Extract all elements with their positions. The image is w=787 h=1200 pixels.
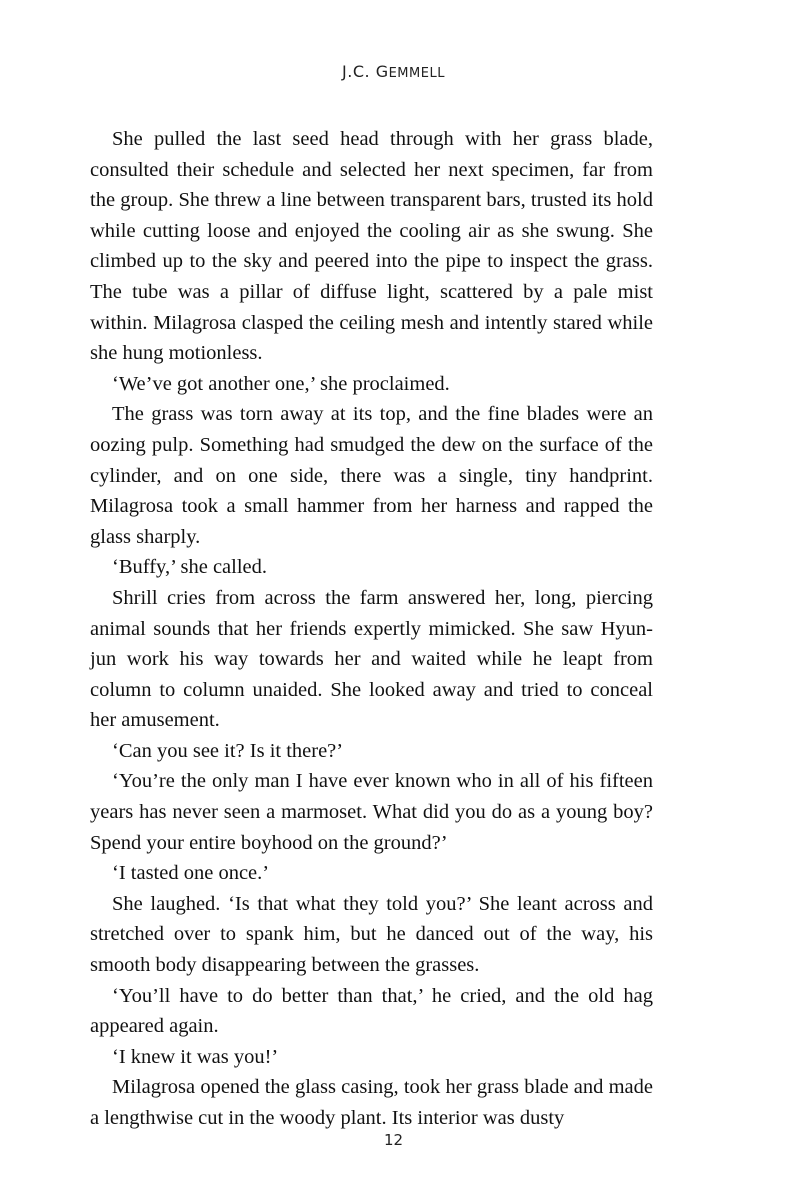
paragraph: ‘Can you see it? Is it there?’ [112,739,344,762]
body-text [90,124,653,1134]
author-surname-smallcaps: EMMELL [388,66,445,81]
page-number: 12 [383,1131,404,1149]
paragraph: Milagrosa opened the glass casing, took her grass blade and made a lengthwise cut in the woody plant. Its interior was dusty [90,1076,653,1129]
paragraph: She pulled the last seed head through with her grass blade, consulted their schedule and selected her next specimen, far from the group. She threw a line between transparent bars, trusted its hold while cutting loose and enjoyed the cooling air as she swung. She climbed up to the sky and peered into the pipe to inspect the grass. The tube was a pillar of diffuse light, scattered by a pale mist within. Milagrosa clasped the ceiling mesh and intently stared while she hung motionless. [90,128,653,365]
paragraph: Shrill cries from across the farm answered her, long, piercing animal sounds that her friends expertly mimicked. She saw Hyun-jun work his way towards her and waited while he leapt from column to column unaided. She looked away and tried to conceal her amusement. [90,586,653,732]
paragraph: The grass was torn away at its top, and the fine blades were an oozing pulp. Something had smudged the dew on the surface of the cylinder, and on one side, there was a single, tiny handprint. Milagrosa took a small hammer from her harness and rapped the glass sharply. [90,403,653,548]
paragraph: ‘You’re the only man I have ever known who in all of his fifteen years has never seen a marmoset. What did you do as a young boy? Spend your entire boyhood on the ground?’ [90,770,653,854]
running-head [0,62,787,81]
paragraph: She laughed. ‘Is that what they told you?’ She leant across and stretched over to spank him, but he danced out of the way, his smooth body disappearing between the grasses. [90,892,653,977]
paragraph: ‘I tasted one once.’ [112,862,270,885]
paragraph: ‘We’ve got another one,’ she proclaimed. [112,372,450,395]
author-initials: J.C. G [342,62,389,81]
paragraph: ‘You’ll have to do better than that,’ he cried, and the old hag appeared again. [90,984,653,1038]
paragraph: ‘Buffy,’ she called. [112,556,268,579]
paragraph: ‘I knew it was you!’ [112,1045,279,1068]
